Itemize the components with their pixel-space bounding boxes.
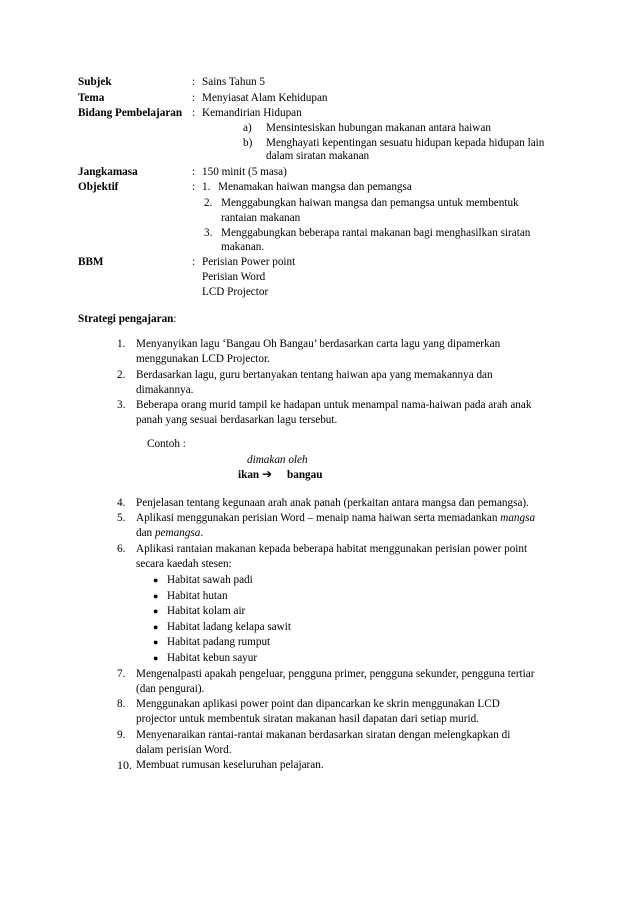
- step-10-text: Membuat rumusan keseluruhan pelajaran.: [136, 759, 324, 771]
- habitat-2: Habitat hutan: [167, 590, 228, 602]
- step-6-text: Aplikasi rantaian makanan kepada beberapa habitat menggunakan perisian power point: [136, 543, 528, 555]
- tema-label: Tema: [78, 92, 105, 104]
- strategi-title: Strategi pengajaran: [78, 313, 174, 325]
- step-5-line1: [136, 511, 535, 525]
- bullet-icon: ●: [153, 637, 159, 647]
- step-10-num: 10.: [117, 758, 132, 772]
- habitat-4: Habitat ladang kelapa sawit: [167, 621, 291, 633]
- strategi-heading: [78, 312, 177, 326]
- step-1-text2: menggunakan LCD Projector.: [136, 353, 270, 365]
- bbm-label: BBM: [78, 256, 104, 268]
- step-9-text: Menyenaraikan rantai-rantai makanan berdasarkan siratan dengan melengkapkan di: [136, 729, 511, 741]
- habitat-5: Habitat padang rumput: [167, 636, 271, 648]
- step-2-num: 2.: [117, 369, 126, 381]
- objektif-2-text: Menggabungkan haiwan mangsa dan pemangsa untuk membentuk: [221, 197, 519, 209]
- bidang-sub-a-text: Mensintesiskan hubungan makanan antara haiwan: [266, 122, 491, 134]
- tema-value: Menyiasat Alam Kehidupan: [202, 92, 328, 104]
- step-9-text2: dalam perisian Word.: [136, 744, 232, 756]
- contoh-caption: dimakan oleh: [247, 454, 308, 466]
- objektif-1-text: Menamakan haiwan mangsa dan pemangsa: [218, 181, 412, 193]
- step-5-line2: [136, 526, 203, 540]
- step-7-num: 7.: [117, 668, 126, 680]
- step-3-text: Beberapa orang murid tampil ke hadapan untuk menampal nama-haiwan pada arah anak: [136, 399, 532, 411]
- step-5-mangsa: mangsa: [500, 512, 536, 524]
- bullet-icon: ●: [153, 653, 159, 663]
- step-6-num: 6.: [117, 543, 126, 555]
- objektif-3-num: 3.: [204, 227, 213, 239]
- step-1-text: Menyanyikan lagu ‘Bangau Oh Bangau’ berdasarkan carta lagu yang dipamerkan: [136, 338, 501, 350]
- step-4-text: Penjelasan tentang kegunaan arah anak panah (perkaitan antara mangsa dan pemangsa).: [136, 497, 529, 509]
- arrow-right-icon: ➔: [262, 467, 273, 481]
- bullet-icon: ●: [153, 606, 159, 616]
- step-8-text: Menggunakan aplikasi power point dan dipancarkan ke skrin menggunakan LCD: [136, 698, 500, 710]
- step-7-text: Mengenalpasti apakah pengeluar, pengguna primer, pengguna sekunder, pengguna tertiar: [136, 668, 535, 680]
- jangkamasa-value: 150 minit (5 masa): [202, 166, 287, 178]
- step-7-text2: (dan pengurai).: [136, 683, 205, 695]
- bullet-icon: ●: [153, 622, 159, 632]
- objektif-2-text2: rantaian makanan: [221, 212, 301, 224]
- bbm-item-3: LCD Projector: [202, 286, 269, 298]
- objektif-label: Objektif: [78, 181, 119, 193]
- habitat-6: Habitat kebun sayur: [167, 652, 258, 664]
- contoh-right: bangau: [287, 469, 323, 481]
- step-1-num: 1.: [117, 338, 126, 350]
- contoh-left: ikan: [238, 469, 260, 481]
- objektif-2-num: 2.: [204, 197, 213, 209]
- bullet-icon: ●: [153, 591, 159, 601]
- subjek-colon: :: [192, 76, 196, 88]
- step-5-dan: dan: [136, 527, 155, 539]
- step-9-num: 9.: [117, 729, 126, 741]
- step-5-num: 5.: [117, 512, 126, 524]
- objektif-colon: :: [192, 181, 196, 193]
- habitat-1: Habitat sawah padi: [167, 574, 253, 586]
- step-6-text2: secara kaedah stesen:: [136, 558, 232, 570]
- bbm-item-2: Perisian Word: [202, 271, 266, 283]
- bbm-item-1: Perisian Power point: [202, 256, 296, 268]
- step-5-text: Aplikasi menggunakan perisian Word – menaip nama haiwan serta memadankan: [136, 512, 501, 524]
- subjek-value: Sains Tahun 5: [202, 76, 266, 88]
- tema-colon: :: [192, 92, 196, 104]
- bbm-colon: :: [192, 256, 196, 268]
- step-2-text: Berdasarkan lagu, guru bertanyakan tentang haiwan apa yang memakannya dan: [136, 369, 493, 381]
- step-8-num: 8.: [117, 698, 126, 710]
- bidang-colon: :: [192, 107, 196, 119]
- step-3-num: 3.: [117, 399, 126, 411]
- strategi-colon: :: [173, 313, 177, 325]
- objektif-1-num: 1.: [202, 181, 211, 193]
- bidang-value: Kemandirian Hidupan: [202, 107, 302, 119]
- jangkamasa-label: Jangkamasa: [78, 166, 138, 178]
- bidang-sub-b-text2: dalam siratan makanan: [266, 150, 370, 162]
- step-4-num: 4.: [117, 497, 126, 509]
- objektif-3-text: Menggabungkan beberapa rantai makanan bagi menghasilkan siratan: [221, 227, 531, 239]
- bidang-sub-a-marker: a): [243, 122, 252, 134]
- jangkamasa-colon: :: [192, 166, 196, 178]
- objektif-3-text2: makanan.: [221, 241, 265, 253]
- bullet-icon: ●: [153, 575, 159, 585]
- step-5-dot: .: [200, 527, 204, 539]
- habitat-3: Habitat kolam air: [167, 605, 246, 617]
- subjek-label: Subjek: [78, 76, 112, 88]
- contoh-label: Contoh :: [147, 438, 186, 450]
- bidang-sub-b-text: Menghayati kepentingan sesuatu hidupan kepada hidupan lain: [266, 137, 545, 149]
- bidang-sub-b-marker: b): [243, 137, 253, 149]
- step-5-pemangsa: pemangsa: [154, 527, 201, 539]
- step-8-text2: projector untuk membentuk siratan makanan hasil dapatan dari setiap murid.: [136, 713, 479, 725]
- step-3-text2: panah yang sesuai berdasarkan lagu tersebut.: [136, 414, 338, 426]
- bidang-label: Bidang Pembelajaran: [78, 107, 183, 119]
- step-2-text2: dimakannya.: [136, 384, 194, 396]
